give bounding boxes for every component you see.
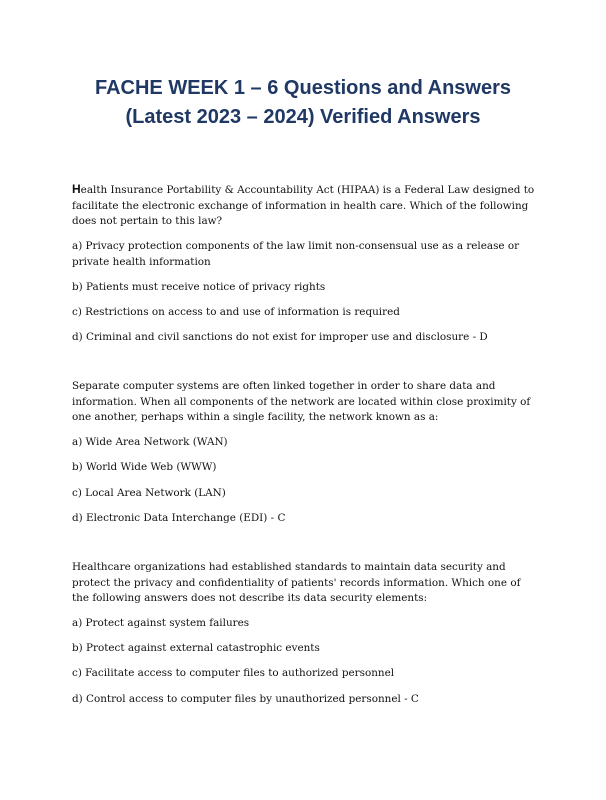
question-3-option-a bbox=[72, 616, 536, 632]
question-2-option-a bbox=[72, 435, 536, 451]
question-3-text: Healthcare organizations had established standards to maintain data security and protect the privacy and confidentiality of patients' records information. Which one of the following answers does not describe its data security elements: bbox=[72, 561, 521, 604]
question-2-text: Separate computer systems are often linked together in order to share data and information. When all components of the network are located within close proximity of one another, perhaps within a single facility, the network known as a: bbox=[72, 380, 531, 423]
question-1-stem bbox=[72, 182, 536, 230]
question-2-option-d bbox=[72, 511, 536, 527]
answer-option: c) Local Area Network (LAN) bbox=[72, 487, 226, 499]
question-3-option-c bbox=[72, 666, 536, 682]
question-1-option-d bbox=[72, 330, 536, 346]
answer-option: b) Protect against external catastrophic events bbox=[72, 642, 320, 654]
question-1-option-c bbox=[72, 305, 536, 321]
answer-option: c) Restrictions on access to and use of information is required bbox=[72, 306, 400, 318]
answer-option: d) Electronic Data Interchange (EDI) - C bbox=[72, 512, 286, 524]
answer-option: b) World Wide Web (WWW) bbox=[72, 461, 217, 473]
question-1-option-b bbox=[72, 280, 536, 296]
question-1-text-rest: ealth Insurance Portability & Accountability Act (HIPAA) is a Federal Law designed to facilitate the electronic exchange of information in health care. Which of the following does not pertain to this law? bbox=[72, 184, 535, 227]
question-1-text bbox=[72, 182, 536, 230]
document-title-line-2: (Latest 2023 – 2024) Verified Answers bbox=[125, 106, 481, 128]
answer-option: a) Privacy protection components of the law limit non-consensual use as a release or private health information bbox=[72, 240, 520, 268]
question-2-stem bbox=[72, 379, 536, 426]
answer-option: d) Criminal and civil sanctions do not exist for improper use and disclosure - D bbox=[72, 331, 488, 343]
question-2-option-c bbox=[72, 486, 536, 502]
document-title-line-1: FACHE WEEK 1 – 6 Questions and Answers bbox=[94, 77, 512, 99]
question-3-option-d bbox=[72, 692, 536, 708]
answer-option: a) Protect against system failures bbox=[72, 617, 250, 629]
question-2-option-b bbox=[72, 460, 536, 476]
question-3-stem bbox=[72, 560, 536, 607]
question-1-initial: H bbox=[72, 182, 81, 196]
answer-option: d) Control access to computer files by unauthorized personnel - C bbox=[72, 693, 419, 705]
answer-option: b) Patients must receive notice of privacy rights bbox=[72, 281, 326, 293]
question-1-option-a bbox=[72, 239, 536, 270]
answer-option: a) Wide Area Network (WAN) bbox=[72, 436, 228, 448]
question-3-option-b bbox=[72, 641, 536, 657]
answer-option: c) Facilitate access to computer files to authorized personnel bbox=[72, 667, 395, 679]
